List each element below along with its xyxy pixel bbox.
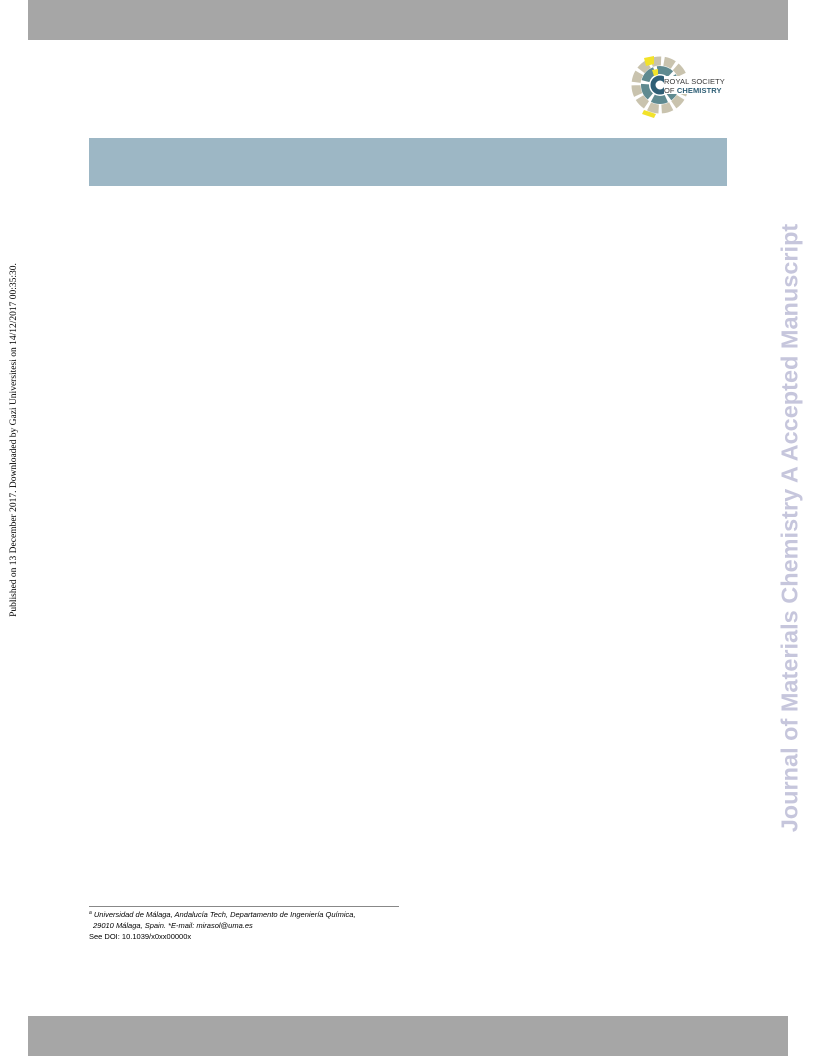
rsc-logo	[630, 52, 740, 118]
logo-line2	[664, 86, 725, 95]
logo-line2-prefix: OF	[664, 86, 677, 95]
footnote-affiliation-line2: 29010 Málaga, Spain. *E-mail: mirasol@uma.es	[93, 921, 253, 930]
footnote	[89, 909, 419, 942]
rsc-logo-wordmark	[664, 77, 725, 95]
logo-line1: ROYAL SOCIETY	[664, 77, 725, 86]
logo-line2-bold: CHEMISTRY	[676, 86, 722, 95]
page-footer-bar	[28, 1016, 788, 1056]
page-header-bar	[28, 0, 788, 40]
watermark-text: Journal of Materials Chemistry A Accepted Manuscript	[776, 223, 803, 833]
footnote-affiliation-text: Universidad de Málaga, Andalucía Tech, Departamento de Ingeniería Química,	[93, 910, 356, 919]
footnote-divider	[89, 906, 399, 907]
article-title-box	[89, 138, 727, 186]
footnote-doi: See DOI: 10.1039/x0xx00000x	[89, 932, 192, 941]
footnote-affiliation-line1	[89, 909, 419, 920]
footnote-marker: a	[89, 910, 92, 916]
download-stamp-text: Published on 13 December 2017. Downloaded by Gazi Universitesi on 14/12/2017 00:35:30.	[9, 263, 19, 617]
